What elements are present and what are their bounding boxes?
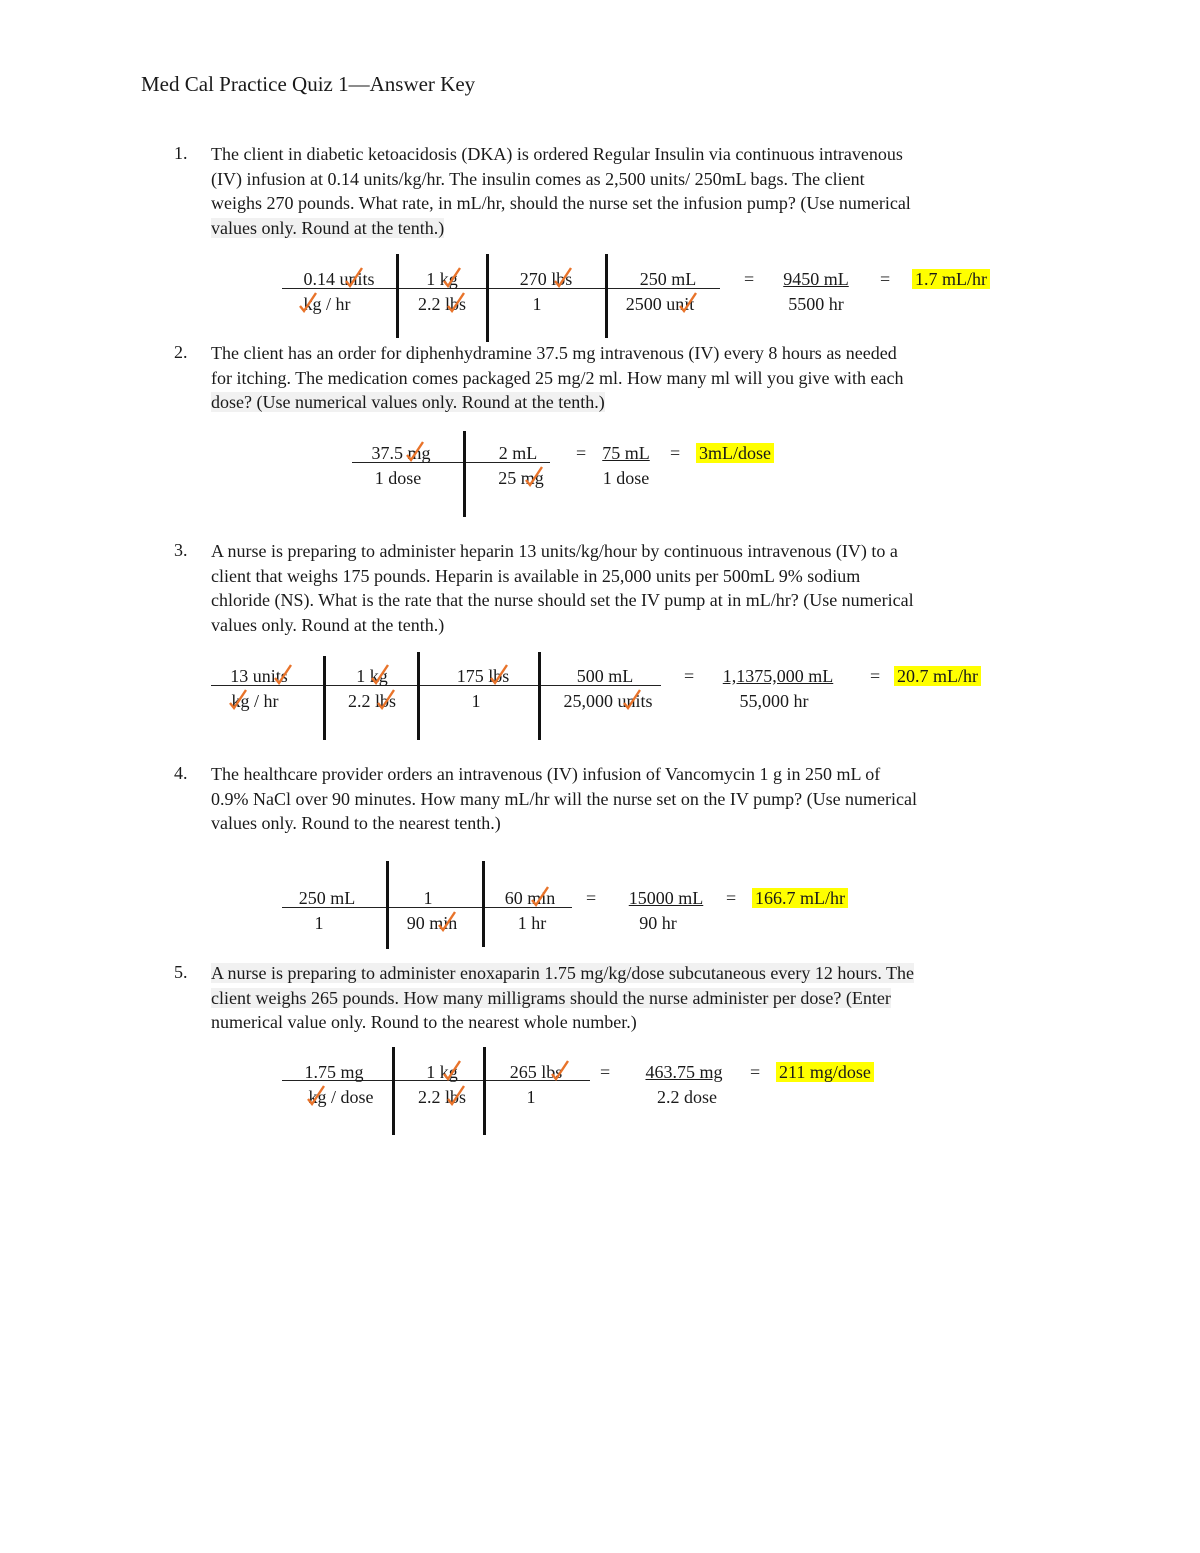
result-numerator: 75 mL bbox=[602, 443, 650, 463]
factor-divider bbox=[605, 254, 608, 338]
question-line: values only. Round to the nearest tenth.) bbox=[211, 813, 501, 834]
question-2-text bbox=[211, 341, 1063, 415]
question-line: dose? (Use numerical values only. Round at the tenth.) bbox=[211, 392, 605, 413]
question-line: numerical value only. Round to the nearest whole number.) bbox=[211, 1012, 637, 1033]
factor-divider bbox=[486, 254, 489, 342]
factor-numerator: 1 kg bbox=[356, 666, 388, 686]
factor-denominator: 1 bbox=[314, 913, 324, 933]
answer-highlight: 211 mg/dose bbox=[776, 1061, 874, 1083]
answer-highlight: 3mL/dose bbox=[696, 442, 774, 464]
question-1-text bbox=[211, 142, 1063, 241]
question-line: values only. Round at the tenth.) bbox=[211, 218, 445, 239]
factor-numerator: 265 lbs bbox=[509, 1062, 563, 1082]
factor-divider bbox=[417, 652, 420, 740]
factor-numerator: 500 mL bbox=[576, 666, 634, 686]
question-line: chloride (NS). What is the rate that the nurse should set the IV pump at in mL/hr? (Use numerical bbox=[211, 590, 914, 611]
question-4-text bbox=[211, 762, 1063, 836]
question-line: values only. Round at the tenth.) bbox=[211, 615, 445, 636]
result-denominator: 55,000 hr bbox=[739, 691, 809, 711]
question-line: The client in diabetic ketoacidosis (DKA) is ordered Regular Insulin via continuous intravenous bbox=[211, 144, 903, 164]
factor-divider bbox=[392, 1047, 395, 1135]
question-line: A nurse is preparing to administer heparin 13 units/kg/hour by continuous intravenous (IV) to a bbox=[211, 541, 898, 561]
page-title: Med Cal Practice Quiz 1—Answer Key bbox=[141, 72, 476, 96]
question-5-text bbox=[211, 961, 1063, 1035]
factor-numerator: 1.75 mg bbox=[304, 1062, 364, 1082]
equals-sign: = bbox=[600, 1062, 611, 1082]
equals-sign: = bbox=[870, 666, 881, 686]
factor-denominator: 25 mg bbox=[498, 468, 544, 488]
question-line: A nurse is preparing to administer enoxaparin 1.75 mg/kg/dose subcutaneous every 12 hours. The bbox=[211, 963, 915, 983]
equals-sign: = bbox=[880, 269, 891, 289]
factor-denominator: 90 min bbox=[406, 913, 458, 933]
factor-numerator: 250 mL bbox=[639, 269, 697, 289]
question-line: The client has an order for diphenhydramine 37.5 mg intravenous (IV) every 8 hours as needed bbox=[211, 343, 897, 363]
factor-denominator: kg / hr bbox=[303, 294, 351, 314]
factor-numerator: 37.5 mg bbox=[371, 443, 431, 463]
factor-numerator: 250 mL bbox=[298, 888, 356, 908]
equals-sign: = bbox=[576, 443, 587, 463]
factor-denominator: 2.2 lbs bbox=[417, 294, 466, 314]
equals-sign: = bbox=[750, 1062, 761, 1082]
factor-divider bbox=[482, 861, 485, 947]
answer-highlight: 166.7 mL/hr bbox=[752, 887, 848, 909]
factor-divider bbox=[396, 254, 399, 338]
question-3-number: 3. bbox=[174, 540, 188, 560]
factor-divider bbox=[323, 656, 326, 740]
equals-sign: = bbox=[670, 443, 681, 463]
factor-numerator: 60 min bbox=[504, 888, 556, 908]
factor-numerator: 0.14 units bbox=[303, 269, 375, 289]
result-denominator: 90 hr bbox=[639, 913, 677, 933]
question-line: The healthcare provider orders an intravenous (IV) infusion of Vancomycin 1 g in 250 mL of bbox=[211, 764, 881, 784]
result-denominator: 2.2 dose bbox=[657, 1087, 717, 1107]
question-1-number: 1. bbox=[174, 143, 188, 163]
question-line: (IV) infusion at 0.14 units/kg/hr. The insulin comes as 2,500 units/ 250mL bags. The client bbox=[211, 168, 865, 189]
factor-divider bbox=[386, 861, 389, 949]
result-numerator: 9450 mL bbox=[783, 269, 849, 289]
factor-denominator: 1 bbox=[526, 1087, 536, 1107]
equals-sign: = bbox=[586, 888, 597, 908]
factor-numerator: 1 kg bbox=[426, 269, 458, 289]
question-3-text bbox=[211, 539, 1063, 638]
answer-highlight: 1.7 mL/hr bbox=[912, 268, 990, 290]
factor-numerator: 13 units bbox=[230, 666, 288, 686]
factor-denominator: 25,000 units bbox=[563, 691, 653, 711]
question-2-number: 2. bbox=[174, 342, 188, 362]
result-numerator: 463.75 mg bbox=[645, 1062, 723, 1082]
factor-denominator: 1 dose bbox=[374, 468, 422, 488]
factor-denominator: 2500 unit bbox=[625, 294, 695, 314]
factor-numerator: 1 bbox=[423, 888, 433, 908]
result-denominator: 1 dose bbox=[602, 468, 650, 488]
factor-denominator: kg / dose bbox=[308, 1087, 374, 1107]
question-line: for itching. The medication comes packaged 25 mg/2 ml. How many ml will you give with each bbox=[211, 367, 904, 388]
question-line: client weighs 265 pounds. How many milligrams should the nurse administer per dose? (Enter bbox=[211, 987, 891, 1008]
factor-denominator: kg / hr bbox=[231, 691, 279, 711]
factor-denominator: 1 bbox=[471, 691, 481, 711]
result-numerator: 15000 mL bbox=[628, 888, 704, 908]
factor-denominator: 1 bbox=[532, 294, 542, 314]
factor-numerator: 270 lbs bbox=[519, 269, 573, 289]
question-4-number: 4. bbox=[174, 763, 188, 783]
answer-highlight: 20.7 mL/hr bbox=[894, 665, 981, 687]
question-line: weighs 270 pounds. What rate, in mL/hr, should the nurse set the infusion pump? (Use numerical bbox=[211, 193, 911, 214]
question-line: 0.9% NaCl over 90 minutes. How many mL/hr will the nurse set on the IV pump? (Use numerical bbox=[211, 788, 918, 809]
question-5-number: 5. bbox=[174, 962, 188, 982]
factor-numerator: 1 kg bbox=[426, 1062, 458, 1082]
result-denominator: 5500 hr bbox=[788, 294, 844, 314]
equals-sign: = bbox=[684, 666, 695, 686]
factor-numerator: 2 mL bbox=[498, 443, 538, 463]
factor-numerator: 175 lbs bbox=[456, 666, 510, 686]
equals-sign: = bbox=[744, 269, 755, 289]
factor-divider bbox=[463, 431, 466, 517]
factor-denominator: 2.2 lbs bbox=[417, 1087, 466, 1107]
result-numerator: 1,1375,000 mL bbox=[722, 666, 834, 686]
factor-denominator: 1 hr bbox=[517, 913, 547, 933]
question-line: client that weighs 175 pounds. Heparin is available in 25,000 units per 500mL 9% sodium bbox=[211, 565, 861, 586]
equals-sign: = bbox=[726, 888, 737, 908]
factor-denominator: 2.2 lbs bbox=[347, 691, 396, 711]
